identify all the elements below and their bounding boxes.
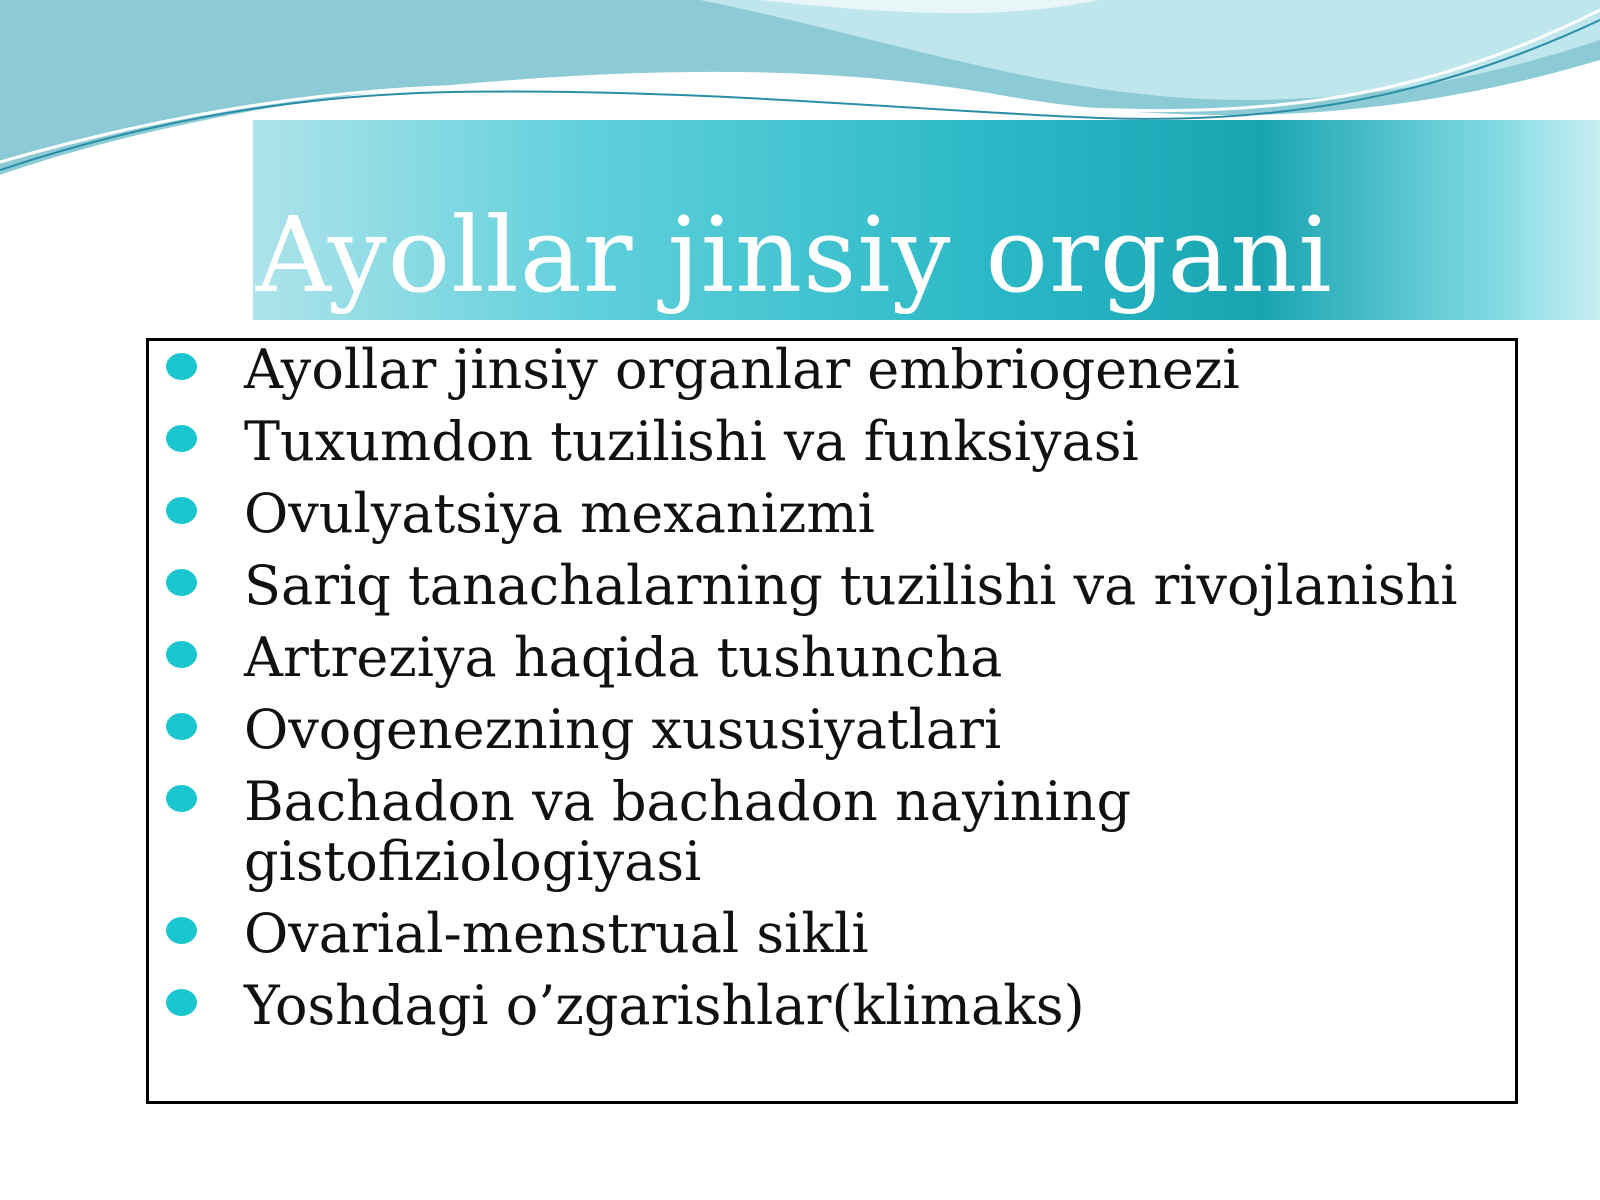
bullet-list	[146, 340, 1586, 1048]
list-item-text: Ovogenezning xususiyatlari	[244, 698, 1002, 761]
bullet-dot-icon	[166, 569, 197, 596]
bullet-dot-icon	[166, 641, 197, 668]
bullet-dot-icon	[166, 713, 197, 740]
bullet-dot-icon	[166, 989, 197, 1016]
list-item-text: Artreziya haqida tushuncha	[244, 626, 1003, 689]
list-item	[146, 556, 1586, 616]
list-item-text: Ayollar jinsiy organlar embriogenezi	[244, 338, 1240, 401]
list-item	[146, 484, 1586, 544]
bullet-dot-icon	[166, 785, 197, 812]
list-item-text: Ovarial-menstrual sikli	[244, 902, 869, 965]
bullet-dot-icon	[166, 353, 197, 380]
bullet-dot-icon	[166, 917, 197, 944]
list-item-text: Yoshdagi o’zgarishlar(klimaks)	[244, 974, 1085, 1037]
list-item-text: Bachadon va bachadon nayining gistofiziologiyasi	[244, 770, 1132, 893]
list-item	[146, 628, 1586, 688]
list-item	[146, 772, 1244, 892]
list-item	[146, 976, 1586, 1036]
bullet-dot-icon	[166, 497, 197, 524]
list-item	[146, 412, 1586, 472]
list-item	[146, 340, 1586, 400]
slide-title: Ayollar jinsiy organi	[256, 194, 1333, 316]
list-item-text: Tuxumdon tuzilishi va funksiyasi	[244, 410, 1139, 473]
list-item	[146, 904, 1586, 964]
list-item-text: Ovulyatsiya mexanizmi	[244, 482, 875, 545]
bullet-dot-icon	[166, 425, 197, 452]
list-item-text: Sariq tanachalarning tuzilishi va rivojlanishi	[244, 554, 1458, 617]
list-item	[146, 700, 1586, 760]
